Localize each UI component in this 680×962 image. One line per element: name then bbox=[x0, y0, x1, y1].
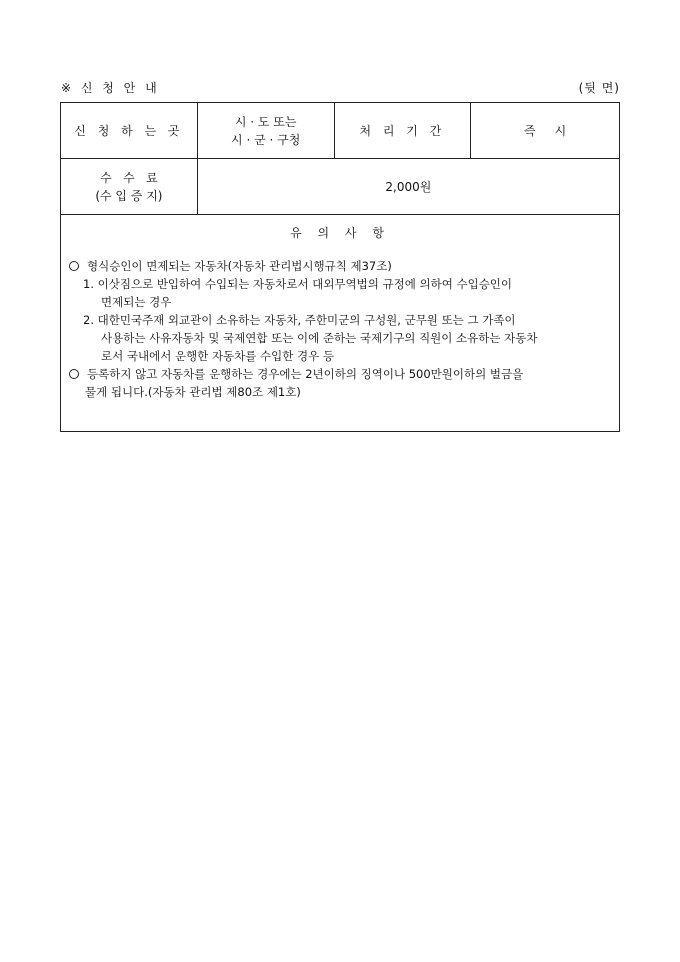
note-text: 물게 됩니다.(자동차 관리법 제80조 제1호) bbox=[85, 385, 301, 399]
note-text: 1. 이삿짐으로 반입하여 수입되는 자동차로서 대외무역법의 규정에 의하여 수입승인이 bbox=[83, 277, 513, 291]
note-text: 사용하는 사유자동차 및 국제연합 또는 이에 준하는 국제기구의 직원이 소유하는 자동차 bbox=[101, 331, 538, 345]
fee-label: 수 수 료 bbox=[100, 170, 158, 185]
list-item bbox=[61, 347, 619, 365]
list-item bbox=[61, 329, 619, 347]
processing-period-value: 즉 시 bbox=[471, 103, 620, 159]
list-item bbox=[61, 365, 619, 383]
fee-value: 2,000원 bbox=[197, 159, 619, 215]
back-side-label: (뒷 면) bbox=[578, 81, 620, 95]
table-row bbox=[61, 215, 620, 432]
notes-cell bbox=[61, 215, 620, 432]
note-text: 2. 대한민국주재 외교관이 소유하는 자동차, 주한미군의 구성원, 군무원 또는 그 가족이 bbox=[83, 313, 516, 327]
circle-bullet-icon bbox=[69, 369, 79, 379]
office-line-2: 시 · 군 · 구청 bbox=[231, 132, 301, 147]
list-item bbox=[61, 311, 619, 329]
circle-bullet-icon bbox=[69, 261, 79, 271]
processing-period-label: 처 리 기 간 bbox=[334, 103, 471, 159]
office-cell bbox=[197, 103, 334, 159]
fee-sublabel: (수 입 증 지) bbox=[95, 188, 163, 203]
list-item bbox=[61, 293, 619, 311]
table-row bbox=[61, 159, 620, 215]
note-text: 면제되는 경우 bbox=[101, 295, 172, 309]
table-row bbox=[61, 103, 620, 159]
fee-label-cell bbox=[61, 159, 198, 215]
page-header bbox=[61, 79, 620, 97]
list-item bbox=[61, 383, 619, 401]
applicant-place-label: 신 청 하 는 곳 bbox=[61, 103, 198, 159]
list-item bbox=[61, 257, 619, 275]
notes-title: 유 의 사 항 bbox=[290, 226, 390, 240]
application-guide-title: ※ 신 청 안 내 bbox=[61, 81, 160, 95]
list-item bbox=[61, 275, 619, 293]
note-text: 형식승인이 면제되는 자동차(자동차 관리법시행규칙 제37조) bbox=[87, 259, 392, 273]
note-text: 로서 국내에서 운행한 자동차를 수입한 경우 등 bbox=[101, 349, 335, 363]
application-info-table bbox=[60, 102, 620, 432]
note-text: 등록하지 않고 자동차를 운행하는 경우에는 2년이하의 징역이나 500만원이하의 벌금을 bbox=[87, 367, 524, 381]
notes-list bbox=[61, 257, 619, 401]
office-line-1: 시 · 도 또는 bbox=[234, 114, 297, 129]
